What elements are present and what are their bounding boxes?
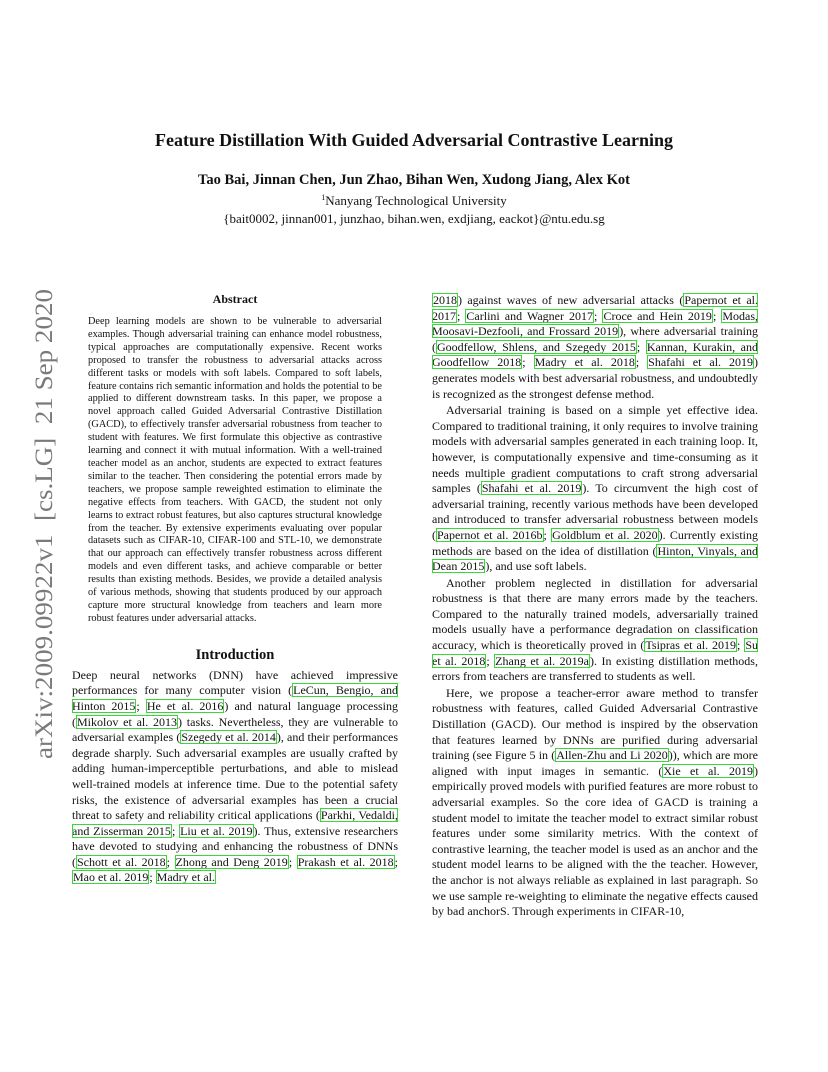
citation-link[interactable]: Mao et al. 2019: [73, 870, 149, 885]
intro-paragraph-2: Adversarial training is based on a simple yet effective idea. Compared to traditional training, it only requires to involve training models with adversarial samples generated in each training loop. It, however, is computationally expensive and time-consuming as it needs multiple gradient computations to craft strong adversarial samples (Shafahi et al. 2019). To circumvent the high cost of adversarial training, recently various methods have been developed and introduced to transfer adversarial robustness between models (Papernot et al. 2016b; Goldblum et al. 2020). Currently existing methods are based on the idea of distillation (Hinton, Vinyals, and Dean 2015), and use soft labels.: [432, 403, 759, 574]
affiliation: [0, 193, 828, 209]
arxiv-id-text: arXiv:2009.09922v1 [cs.LG] 21 Sep 2020: [29, 315, 58, 759]
intro-paragraph-1-continued: 2018) against waves of new adversarial attacks (Papernot et al. 2017; Carlini and Wagner 2017; Croce and Hein 2019; Modas, Moosavi-Dezfooli, and Frossard 2019), where adversarial training (Goodfellow, Shlens, and Szegedy 2015; Kannan, Kurakin, and Goodfellow 2018; Madry et al. 2018; Shafahi et al. 2019) generates models with best adversarial robustness, and undoubtedly is recognized as the strongest defense method.: [432, 293, 759, 401]
arxiv-identifier: [12, 285, 62, 765]
right-column: [432, 293, 758, 921]
citation-link[interactable]: Shafahi et al. 2019: [648, 355, 754, 370]
abstract-text: Deep learning models are shown to be vulnerable to adversarial examples. Though adversarial training can enhance model robustness, typical approaches are computationally expensive. Recent works proposed to transfer the robustness to adversarial attacks across different tasks or models with soft labels. Compared to soft labels, feature contains rich semantic information and holds the potential to be applied to different downstream tasks. In this paper, we propose a novel approach called Guided Adversarial Contrastive Distillation (GACD), to effectively transfer adversarial robustness from teacher to student with features. We first formulate this objective as contrastive learning and connect it with mutual information. With a well-trained teacher model as an anchor, students are expected to extract features similar to the teacher. Then considering the potential errors made by teachers, we propose sample reweighted estimation to eliminate the negative effects from teachers. With GACD, the student not only learns to extract robust features, but also captures structural knowledge from the teacher. By extensive experiments evaluating over popular datasets such as CIFAR-10, CIFAR-100 and STL-10, we demonstrate that our approach can effectively transfer robustness across different models and even different tasks, and achieve comparable or better results than existing methods. Besides, we provide a detailed analysis of various methods, showing that students produced by our approach capture more structural knowledge from teachers and learn more robust features under adversarial attacks.: [88, 316, 382, 624]
affiliation-name: Nanyang Technological University: [325, 193, 507, 208]
citation-link[interactable]: 2018: [433, 293, 457, 307]
affiliation-mark: 1: [321, 193, 326, 202]
citation-link[interactable]: Kannan, Kurakin, and Goodfellow 2018: [432, 339, 758, 370]
citation-link[interactable]: Zhang et al. 2019a: [495, 653, 589, 668]
paper-title: Feature Distillation With Guided Adversarial Contrastive Learning: [154, 130, 673, 150]
citation-link[interactable]: Parkhi, Vedaldi, and Zisserman 2015: [72, 808, 398, 838]
citation-link[interactable]: Shafahi et al. 2019: [481, 481, 582, 496]
citation-link[interactable]: Madry et al. 2018: [534, 355, 635, 370]
citation-link[interactable]: Szegedy et al. 2014: [181, 730, 276, 745]
citation-link[interactable]: Croce and Hein 2019: [603, 308, 712, 323]
citation-link[interactable]: Modas, Moosavi-Dezfooli, and Frossard 2019: [432, 308, 759, 339]
citation-link[interactable]: Papernot et al. 2016b: [437, 527, 543, 542]
left-column: [72, 292, 398, 886]
citation-link[interactable]: Papernot et al. 2017: [432, 293, 758, 323]
citation-link[interactable]: Zhong and Deng 2019: [175, 854, 288, 869]
citation-link[interactable]: Madry et al.: [156, 870, 215, 885]
citation-link[interactable]: Goodfellow, Shlens, and Szegedy 2015: [437, 339, 636, 354]
citation-link[interactable]: Prakash et al. 2018: [297, 854, 394, 869]
abstract-heading: Abstract: [212, 292, 258, 306]
citation-link[interactable]: Liu et al. 2019: [180, 823, 253, 838]
intro-paragraph-3: Another problem neglected in distillation for adversarial robustness is that there are many errors made by the teachers. Compared to the naturally trained models, adversarially trained models usually have a performance degradation on classification accuracy, which is theoretically proved in (Tsipras et al. 2019; Su et al. 2018; Zhang et al. 2019a). In existing distillation methods, errors from teachers are transferred to students as well.: [432, 575, 759, 684]
citation-link[interactable]: Mikolov et al. 2013: [77, 714, 178, 729]
author-emails: {bait0002, jinnan001, junzhao, bihan.wen, exdjiang, eackot}@ntu.edu.sg: [223, 211, 605, 226]
citation-link[interactable]: Goldblum et al. 2020: [552, 527, 658, 542]
citation-link[interactable]: Tsipras et al. 2019: [645, 638, 737, 653]
author-list: Tao Bai, Jinnan Chen, Jun Zhao, Bihan Wen, Xudong Jiang, Alex Kot: [198, 172, 630, 188]
citation-link[interactable]: Allen-Zhu and Li 2020: [556, 748, 668, 763]
citation-link[interactable]: LeCun, Bengio, and Hinton 2015: [72, 683, 398, 713]
citation-link[interactable]: Xie et al. 2019: [663, 763, 753, 778]
introduction-heading: Introduction: [195, 646, 275, 663]
intro-paragraph-1: Deep neural networks (DNN) have achieved impressive performances for many computer vision (LeCun, Bengio, and Hinton 2015; He et al. 2016) and natural language processing (Mikolov et al. 2013) tasks. Nevertheless, they are vulnerable to adversarial examples (Szegedy et al. 2014), and their performances degrade sharply. Such adversarial examples are usually crafted by adding human-imperceptible perturbations, and able to mislead well-trained models at inference time. Due to the potential safety risks, the existence of adversarial examples has been a crucial threat to safety and reliability critical applications (Parkhi, Vedaldi, and Zisserman 2015; Liu et al. 2019). Thus, extensive researchers have devoted to studying and enhancing the robustness of DNNs (Schott et al. 2018; Zhong and Deng 2019; Prakash et al. 2018; Mao et al. 2019; Madry et al.: [72, 667, 399, 885]
citation-link[interactable]: Su et al. 2018: [432, 638, 759, 668]
citation-link[interactable]: Hinton, Vinyals, and Dean 2015: [432, 543, 759, 574]
citation-link[interactable]: Schott et al. 2018: [77, 854, 166, 869]
intro-paragraph-4: Here, we propose a teacher-error aware method to transfer robustness with features, called Guided Adversarial Contrastive Distillation (GACD). Our method is inspired by the observation that features learned by DNNs are purified during adversarial training (see Figure 5 in (Allen-Zhu and Li 2020)), which are more aligned with input images in semantic. (Xie et al. 2019) empirically proved models with purified features are more robust to adversarial examples. So the core idea of GACD is training a student model to imitate the teacher model to extract similar robust features under some similarity metrics. With the context of contrastive learning, the teacher model is used as an anchor and the student model learns to be aligned with the the teacher. However, the anchor is not always reliable as explained in last paragraph. So we use sample re-weighting to eliminate the negative effects caused by bad anchorS. Through experiments in CIFAR-10,: [432, 685, 758, 919]
citation-link[interactable]: Carlini and Wagner 2017: [466, 308, 594, 323]
citation-link[interactable]: He et al. 2016: [146, 698, 224, 713]
